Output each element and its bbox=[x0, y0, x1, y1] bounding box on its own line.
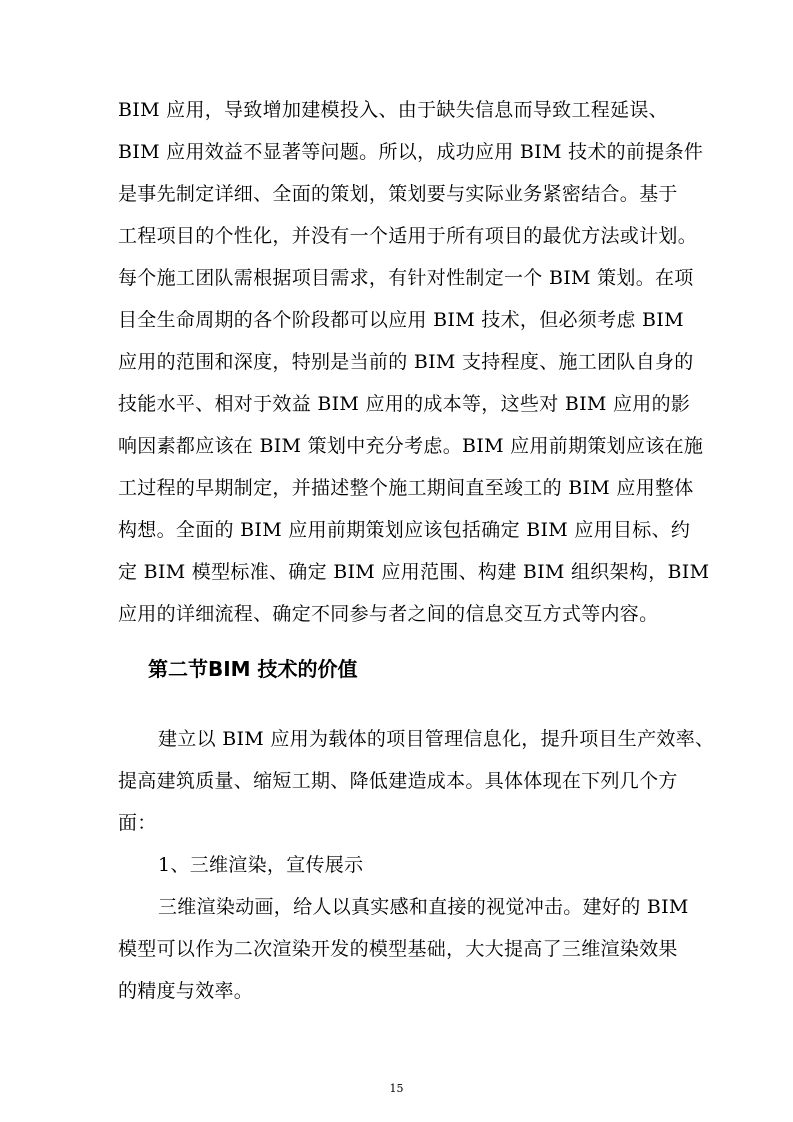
text-line: 技能水平、相对于效益 BIM 应用的成本等，这些对 BIM 应用的影 bbox=[118, 393, 691, 415]
text-line: 工过程的早期制定，并描述整个施工期间直至竣工的 BIM 应用整体 bbox=[118, 477, 694, 499]
text-line: 的精度与效率。 bbox=[118, 980, 254, 1002]
text-line: 应用的详细流程、确定不同参与者之间的信息交互方式等内容。 bbox=[118, 603, 659, 625]
text-line: 建立以 BIM 应用为载体的项目管理信息化，提升项目生产效率、 bbox=[158, 728, 715, 750]
text-line: 模型可以作为二次渲染开发的模型基础，大大提高了三维渲染效果 bbox=[118, 938, 678, 960]
text-line: BIM 应用，导致增加建模投入、由于缺失信息而导致工程延误、 bbox=[118, 99, 668, 121]
text-line: 定 BIM 模型标准、确定 BIM 应用范围、构建 BIM 组织架构，BIM bbox=[118, 561, 710, 583]
text-line: 应用的范围和深度，特别是当前的 BIM 支持程度、施工团队自身的 bbox=[118, 351, 694, 373]
text-line: 三维渲染动画，给人以真实感和直接的视觉冲击。建好的 BIM bbox=[158, 896, 689, 918]
text-line: 目全生命周期的各个阶段都可以应用 BIM 技术，但必须考虑 BIM bbox=[118, 309, 684, 331]
section-heading: 第二节BIM 技术的价值 bbox=[148, 657, 358, 681]
text-line: BIM 应用效益不显著等问题。所以，成功应用 BIM 技术的前提条件 bbox=[118, 141, 704, 163]
text-line: 提高建筑质量、缩短工期、降低建造成本。具体体现在下列几个方 bbox=[118, 770, 678, 792]
text-line: 响因素都应该在 BIM 策划中充分考虑。BIM 应用前期策划应该在施 bbox=[118, 435, 704, 457]
list-item-title: 1、三维渲染，宣传展示 bbox=[158, 854, 364, 876]
text-line: 工程项目的个性化，并没有一个适用于所有项目的最优方法或计划。 bbox=[118, 225, 698, 247]
page-number: 15 bbox=[389, 1082, 404, 1095]
text-line: 面： bbox=[118, 812, 157, 834]
text-line: 是事先制定详细、全面的策划，策划要与实际业务紧密结合。基于 bbox=[118, 183, 678, 205]
text-line: 每个施工团队需根据项目需求，有针对性制定一个 BIM 策划。在项 bbox=[118, 267, 694, 289]
text-line: 构想。全面的 BIM 应用前期策划应该包括确定 BIM 应用目标、约 bbox=[118, 519, 691, 541]
